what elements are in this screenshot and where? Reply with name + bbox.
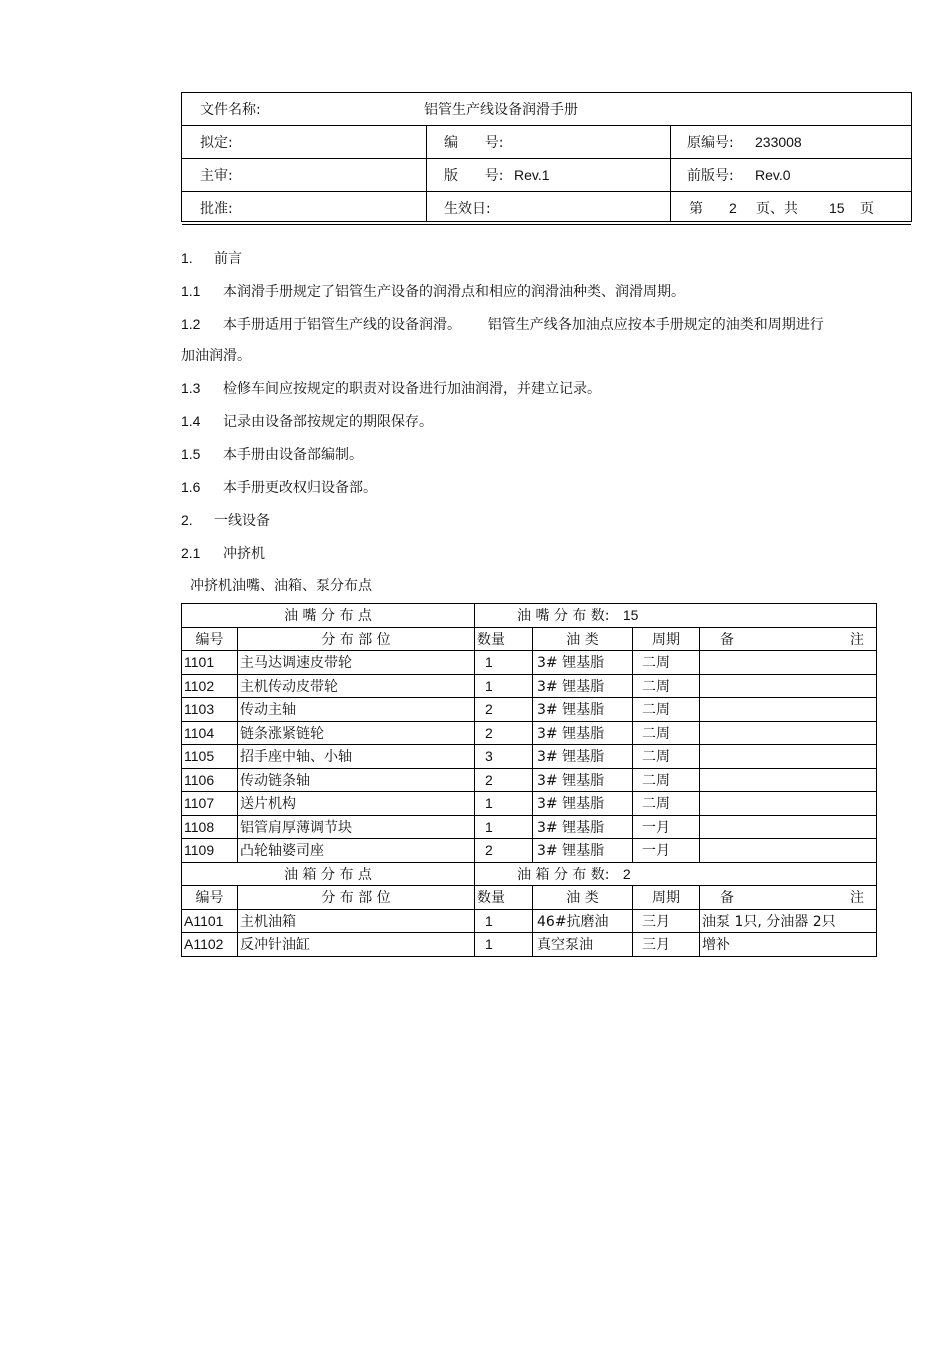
nozzle-title: 油 嘴 分 布 点: [182, 604, 475, 628]
row-note: [700, 651, 877, 675]
row-oil: 3# 锂基脂: [533, 792, 633, 816]
section-text: 本手册由设备部编制。: [223, 447, 363, 463]
section-number: 1.3: [181, 380, 201, 396]
row-period: 二周: [633, 651, 700, 675]
nozzle-title-row: [182, 604, 877, 628]
tank-count: 2: [622, 865, 631, 882]
row-oil: 真空泵油: [533, 933, 633, 957]
header-row-draft: [182, 126, 911, 159]
section-number: 1.5: [181, 446, 201, 462]
section-number: 1.2: [181, 316, 201, 332]
page-suffix: 页: [860, 201, 874, 217]
effective-label: 生效日:: [444, 201, 491, 217]
row-location: 主机油箱: [238, 909, 475, 933]
nozzle-count-label: 油 嘴 分 布 数:: [517, 608, 610, 625]
row-period: 二周: [633, 674, 700, 698]
tank-count-label: 油 箱 分 布 数:: [517, 866, 610, 883]
row-oil: 3# 锂基脂: [533, 651, 633, 675]
section-text: 冲挤机: [223, 546, 265, 562]
section-text: 本润滑手册规定了铝管生产设备的润滑点和相应的润滑油种类、润滑周期。: [223, 284, 685, 300]
section-1-5: [181, 444, 363, 465]
header-oil: 油 类: [533, 627, 633, 651]
row-id: 1108: [182, 815, 238, 839]
row-note: [700, 839, 877, 863]
row-location: 铝管肩厚薄调节块: [238, 815, 475, 839]
row-note: [700, 768, 877, 792]
row-id: 1102: [182, 674, 238, 698]
page-middle: 页、共: [756, 201, 798, 217]
section-number: 2.: [181, 512, 193, 528]
section-1-2-cont: [181, 346, 251, 366]
row-id: 1106: [182, 768, 238, 792]
tank-title-row: [182, 862, 877, 886]
section-2: [181, 510, 270, 531]
file-name-value: 铝管生产线设备润滑手册: [424, 102, 578, 118]
section-text: 检修车间应按规定的职责对设备进行加油润滑，并建立记录。: [223, 381, 601, 397]
section-number: 2.1: [181, 545, 201, 561]
section-number: 1.4: [181, 413, 201, 429]
section-text: 前言: [214, 251, 242, 267]
table-caption: 冲挤机油嘴、油箱、泵分布点: [190, 578, 372, 594]
header-row-approve: [182, 192, 911, 225]
version-value: Rev.1: [514, 167, 550, 183]
row-id: 1109: [182, 839, 238, 863]
row-qty: 1: [475, 674, 533, 698]
section-number: 1.1: [181, 283, 201, 299]
nozzle-header-row: [182, 627, 877, 651]
tank-count-cell: [475, 862, 877, 886]
row-location: 送片机构: [238, 792, 475, 816]
section-text: 一线设备: [214, 513, 270, 529]
row-location: 招手座中轴、小轴: [238, 745, 475, 769]
row-period: 二周: [633, 721, 700, 745]
section-1-4: [181, 411, 433, 432]
file-name-label: 文件名称:: [200, 102, 261, 118]
section-1-1: [181, 281, 685, 302]
table-row: [182, 909, 877, 933]
row-location: 传动链条轴: [238, 768, 475, 792]
document-header-table: [181, 92, 912, 222]
row-id: 1107: [182, 792, 238, 816]
row-oil: 3# 锂基脂: [533, 674, 633, 698]
row-qty: 1: [475, 792, 533, 816]
row-note: [700, 674, 877, 698]
row-qty: 1: [475, 651, 533, 675]
header-divider-2: [670, 126, 671, 221]
row-note: [700, 698, 877, 722]
table-row: [182, 674, 877, 698]
section-text: 本手册更改权归设备部。: [223, 480, 377, 496]
row-id: A1102: [182, 933, 238, 957]
row-oil: 3# 锂基脂: [533, 698, 633, 722]
row-period: 二周: [633, 745, 700, 769]
drafted-label: 拟定:: [200, 135, 233, 151]
row-period: 一月: [633, 839, 700, 863]
row-qty: 2: [475, 768, 533, 792]
lubrication-table: [181, 603, 877, 957]
orig-number-label: 原编号:: [687, 135, 734, 151]
header-note-b: 注: [850, 631, 865, 648]
header-id: 编号: [182, 886, 238, 910]
header-location: 分 布 部 位: [238, 627, 475, 651]
row-location: 传动主轴: [238, 698, 475, 722]
row-qty: 1: [475, 815, 533, 839]
row-qty: 2: [475, 839, 533, 863]
reviewer-label: 主审:: [200, 168, 233, 184]
table-row: [182, 651, 877, 675]
row-period: 二周: [633, 698, 700, 722]
row-qty: 2: [475, 721, 533, 745]
prev-version-label: 前版号:: [687, 168, 734, 184]
header-qty: 数量: [475, 886, 533, 910]
row-id: A1101: [182, 909, 238, 933]
row-oil: 3# 锂基脂: [533, 768, 633, 792]
table-row: [182, 721, 877, 745]
approved-label: 批准:: [200, 201, 233, 217]
table-row: [182, 792, 877, 816]
page-prefix: 第: [689, 201, 703, 217]
row-oil: 3# 锂基脂: [533, 721, 633, 745]
row-id: 1105: [182, 745, 238, 769]
header-note-a: 备: [720, 631, 734, 648]
row-id: 1101: [182, 651, 238, 675]
nozzle-count: 15: [622, 607, 639, 624]
header-row-review: [182, 159, 911, 192]
header-oil: 油 类: [533, 886, 633, 910]
row-note: 油泵 1只, 分油器 2只: [700, 909, 877, 933]
row-period: 三月: [633, 933, 700, 957]
header-note: [700, 886, 877, 910]
row-oil: 3# 锂基脂: [533, 745, 633, 769]
section-2-1: [181, 543, 265, 564]
row-qty: 1: [475, 933, 533, 957]
table-row: [182, 768, 877, 792]
row-location: 主马达调速皮带轮: [238, 651, 475, 675]
row-note: [700, 792, 877, 816]
row-note: 增补: [700, 933, 877, 957]
row-period: 一月: [633, 815, 700, 839]
version-label: 版 号:: [444, 168, 504, 184]
table-row: [182, 815, 877, 839]
number-label: 编 号:: [444, 135, 504, 151]
row-id: 1103: [182, 698, 238, 722]
row-location: 凸轮轴婆司座: [238, 839, 475, 863]
row-note: [700, 815, 877, 839]
page-current: 2: [729, 200, 737, 216]
header-note-b: 注: [850, 890, 865, 907]
header-period: 周期: [633, 886, 700, 910]
lubrication-table-body: [182, 604, 877, 957]
row-period: 二周: [633, 768, 700, 792]
section-1-3: [181, 378, 601, 399]
row-period: 二周: [633, 792, 700, 816]
section-number: 1.6: [181, 479, 201, 495]
section-1-2: [181, 314, 824, 335]
section-number: 1.: [181, 250, 193, 266]
header-period: 周期: [633, 627, 700, 651]
row-qty: 2: [475, 698, 533, 722]
header-id: 编号: [182, 627, 238, 651]
table-row: [182, 933, 877, 957]
row-period: 三月: [633, 909, 700, 933]
row-note: [700, 721, 877, 745]
header-note-a: 备: [720, 890, 734, 907]
section-1-6: [181, 477, 377, 498]
table-row: [182, 839, 877, 863]
row-location: 主机传动皮带轮: [238, 674, 475, 698]
tank-title: 油 箱 分 布 点: [182, 862, 475, 886]
table-row: [182, 745, 877, 769]
section-text: 本手册适用于铝管生产线的设备润滑。 铝管生产线各加油点应按本手册规定的油类和周期进行: [223, 317, 824, 333]
header-divider-1: [426, 126, 427, 221]
section-text: 加油润滑。: [181, 348, 251, 364]
header-qty: 数量: [475, 627, 533, 651]
row-oil: 3# 锂基脂: [533, 815, 633, 839]
row-oil: 3# 锂基脂: [533, 839, 633, 863]
header-row-title: [182, 93, 911, 126]
header-note: [700, 627, 877, 651]
row-qty: 3: [475, 745, 533, 769]
table-row: [182, 698, 877, 722]
page-total: 15: [829, 200, 845, 216]
tank-header-row: [182, 886, 877, 910]
header-location: 分 布 部 位: [238, 886, 475, 910]
prev-version-value: Rev.0: [755, 167, 791, 183]
row-note: [700, 745, 877, 769]
row-qty: 1: [475, 909, 533, 933]
row-oil: 46#抗磨油: [533, 909, 633, 933]
row-id: 1104: [182, 721, 238, 745]
row-location: 链条涨紧链轮: [238, 721, 475, 745]
section-1: [181, 248, 242, 269]
orig-number-value: 233008: [755, 134, 802, 150]
nozzle-count-cell: [475, 604, 877, 628]
section-text: 记录由设备部按规定的期限保存。: [223, 414, 433, 430]
row-location: 反冲针油缸: [238, 933, 475, 957]
